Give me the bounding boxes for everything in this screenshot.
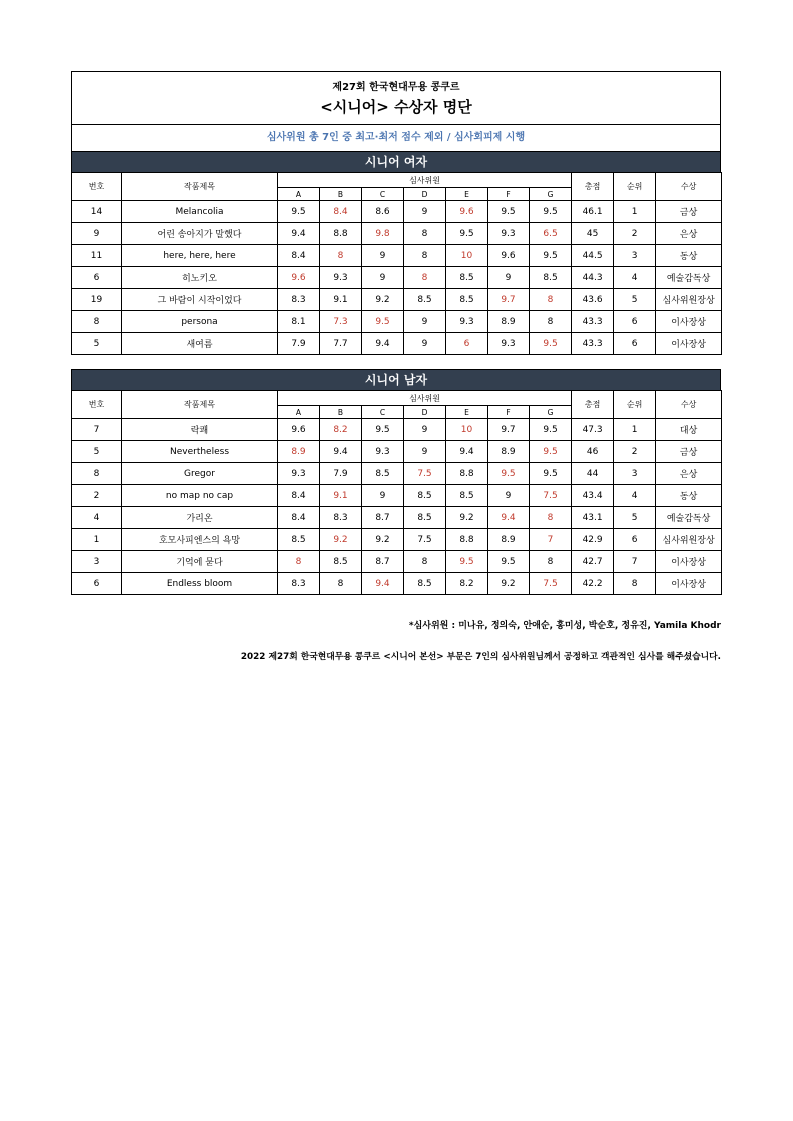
header-number: 번호 [72,391,122,419]
score-e: 8.5 [446,289,488,311]
total-score: 43.3 [572,311,614,333]
score-d: 7.5 [404,463,446,485]
judging-rule-note: 심사위원 총 7인 중 최고·최저 점수 제외 / 심사회피제 시행 [71,124,721,151]
competition-name: 제27회 한국현대무용 콩쿠르 [332,82,460,93]
score-d: 8 [404,223,446,245]
award: 은상 [656,463,722,485]
header-judge-b: B [320,406,362,419]
work-title: 그 바람이 시작이었다 [122,289,278,311]
score-g: 8.5 [530,267,572,289]
score-c: 9.5 [362,311,404,333]
award: 금상 [656,441,722,463]
table-row [72,311,722,333]
title-box [71,71,721,124]
table-row [72,441,722,463]
entry-number: 7 [72,419,122,441]
work-title: 호모사피엔스의 욕망 [122,529,278,551]
score-d: 8 [404,551,446,573]
score-a: 8.4 [278,245,320,267]
header-judge-e: E [446,406,488,419]
entry-number: 8 [72,311,122,333]
rank: 5 [614,507,656,529]
table-row [72,573,722,595]
score-f: 9 [488,267,530,289]
score-e: 8.5 [446,267,488,289]
work-title: 히노키오 [122,267,278,289]
work-title: persona [122,311,278,333]
entry-number: 3 [72,551,122,573]
score-d: 9 [404,201,446,223]
score-b: 8.8 [320,223,362,245]
rank: 1 [614,419,656,441]
entry-number: 9 [72,223,122,245]
header-work-title: 작품제목 [122,391,278,419]
score-e: 8.5 [446,485,488,507]
table-row [72,201,722,223]
rank: 7 [614,551,656,573]
score-c: 9.2 [362,289,404,311]
header-award: 수상 [656,391,722,419]
score-f: 9.3 [488,223,530,245]
work-title: here, here, here [122,245,278,267]
score-g: 9.5 [530,201,572,223]
score-d: 9 [404,311,446,333]
score-a: 8.3 [278,573,320,595]
score-g: 8 [530,311,572,333]
score-e: 9.3 [446,311,488,333]
score-b: 7.9 [320,463,362,485]
section-0 [71,151,721,355]
header-judges: 심사위원 [278,391,572,406]
score-c: 9 [362,485,404,507]
work-title: Endless bloom [122,573,278,595]
total-score: 43.1 [572,507,614,529]
score-b: 8.4 [320,201,362,223]
score-a: 9.3 [278,463,320,485]
entry-number: 8 [72,463,122,485]
entry-number: 11 [72,245,122,267]
work-title: 기억에 묻다 [122,551,278,573]
score-c: 9.5 [362,419,404,441]
score-f: 9.4 [488,507,530,529]
award: 금상 [656,201,722,223]
rank: 8 [614,573,656,595]
header-work-title: 작품제목 [122,173,278,201]
rank: 2 [614,441,656,463]
score-a: 9.6 [278,267,320,289]
score-f: 9.5 [488,463,530,485]
score-d: 8.5 [404,507,446,529]
page-title: <시니어> 수상자 명단 [320,98,472,116]
score-b: 8.2 [320,419,362,441]
score-d: 9 [404,333,446,355]
table-row [72,333,722,355]
score-f: 9.7 [488,289,530,311]
score-e: 10 [446,245,488,267]
total-score: 44.5 [572,245,614,267]
score-f: 9.7 [488,419,530,441]
header-row [72,391,722,406]
section-1 [71,369,721,595]
score-a: 9.6 [278,419,320,441]
score-f: 8.9 [488,529,530,551]
header-rank: 순위 [614,173,656,201]
rank: 6 [614,311,656,333]
score-d: 9 [404,441,446,463]
score-a: 8.5 [278,529,320,551]
score-g: 8 [530,289,572,311]
score-c: 9.4 [362,333,404,355]
score-g: 7.5 [530,485,572,507]
score-b: 8.3 [320,507,362,529]
score-a: 8.3 [278,289,320,311]
score-c: 9.2 [362,529,404,551]
total-score: 47.3 [572,419,614,441]
score-d: 8 [404,245,446,267]
header-judge-a: A [278,406,320,419]
score-b: 9.1 [320,485,362,507]
header-total: 총점 [572,173,614,201]
score-g: 7 [530,529,572,551]
award: 심사위원장상 [656,289,722,311]
entry-number: 2 [72,485,122,507]
score-e: 9.6 [446,201,488,223]
header-row [72,173,722,188]
score-e: 8.8 [446,529,488,551]
entry-number: 5 [72,333,122,355]
score-c: 9 [362,267,404,289]
score-b: 9.3 [320,267,362,289]
score-c: 9 [362,245,404,267]
score-a: 8.9 [278,441,320,463]
score-a: 9.5 [278,201,320,223]
score-e: 8.2 [446,573,488,595]
score-e: 10 [446,419,488,441]
table-row [72,463,722,485]
award: 심사위원장상 [656,529,722,551]
header-judge-c: C [362,406,404,419]
table-row [72,223,722,245]
header-judge-g: G [530,188,572,201]
score-e: 9.5 [446,223,488,245]
score-f: 9.2 [488,573,530,595]
total-score: 43.3 [572,333,614,355]
total-score: 44 [572,463,614,485]
award: 대상 [656,419,722,441]
work-title: no map no cap [122,485,278,507]
score-a: 8.4 [278,507,320,529]
score-a: 7.9 [278,333,320,355]
score-c: 9.3 [362,441,404,463]
entry-number: 6 [72,267,122,289]
entry-number: 6 [72,573,122,595]
score-c: 9.4 [362,573,404,595]
table-row [72,419,722,441]
total-score: 43.6 [572,289,614,311]
score-b: 8 [320,245,362,267]
score-d: 9 [404,419,446,441]
score-g: 9.5 [530,245,572,267]
award: 이사장상 [656,311,722,333]
score-g: 6.5 [530,223,572,245]
header-judge-e: E [446,188,488,201]
table-row [72,289,722,311]
award: 동상 [656,245,722,267]
score-c: 8.6 [362,201,404,223]
header-judges: 심사위원 [278,173,572,188]
header-total: 총점 [572,391,614,419]
score-d: 8 [404,267,446,289]
score-e: 8.8 [446,463,488,485]
rank: 1 [614,201,656,223]
rank: 3 [614,463,656,485]
rank: 6 [614,333,656,355]
score-g: 8 [530,551,572,573]
award: 예술감독상 [656,267,722,289]
award-sheet [71,71,721,662]
score-e: 9.5 [446,551,488,573]
score-c: 8.7 [362,551,404,573]
score-f: 8.9 [488,311,530,333]
total-score: 42.9 [572,529,614,551]
score-g: 9.5 [530,463,572,485]
rank: 4 [614,485,656,507]
work-title: Gregor [122,463,278,485]
rank: 2 [614,223,656,245]
score-f: 9.6 [488,245,530,267]
score-e: 9.2 [446,507,488,529]
score-b: 7.7 [320,333,362,355]
rank: 6 [614,529,656,551]
score-f: 9.5 [488,201,530,223]
results-table [71,172,722,355]
closing-note: 2022 제27회 한국현대무용 콩쿠르 <시니어 본선> 부문은 7인의 심사위원님께서 공정하고 객관적인 심사를 해주셨습니다. [240,652,721,662]
score-c: 9.8 [362,223,404,245]
judges-note: *심사위원 : 미나유, 정의숙, 안애순, 홍미성, 박순호, 정유진, Yamila Khodr [408,621,721,631]
award: 이사장상 [656,573,722,595]
table-row [72,267,722,289]
entry-number: 1 [72,529,122,551]
score-c: 8.5 [362,463,404,485]
rank: 5 [614,289,656,311]
header-judge-f: F [488,406,530,419]
table-row [72,485,722,507]
score-f: 8.9 [488,441,530,463]
total-score: 44.3 [572,267,614,289]
work-title: 가리온 [122,507,278,529]
score-b: 7.3 [320,311,362,333]
total-score: 42.2 [572,573,614,595]
entry-number: 19 [72,289,122,311]
work-title: 새여름 [122,333,278,355]
entry-number: 14 [72,201,122,223]
score-d: 8.5 [404,573,446,595]
header-rank: 순위 [614,391,656,419]
score-a: 8.4 [278,485,320,507]
header-judge-d: D [404,188,446,201]
score-f: 9.3 [488,333,530,355]
score-b: 9.4 [320,441,362,463]
award: 이사장상 [656,551,722,573]
total-score: 45 [572,223,614,245]
score-g: 9.5 [530,333,572,355]
rank: 4 [614,267,656,289]
score-d: 8.5 [404,289,446,311]
results-tables [71,151,721,595]
work-title: Melancolia [122,201,278,223]
section-title: 시니어 남자 [71,369,721,390]
score-b: 9.1 [320,289,362,311]
score-f: 9.5 [488,551,530,573]
score-a: 9.4 [278,223,320,245]
score-g: 9.5 [530,441,572,463]
header-award: 수상 [656,173,722,201]
rank: 3 [614,245,656,267]
total-score: 46.1 [572,201,614,223]
section-title: 시니어 여자 [71,151,721,172]
score-b: 8 [320,573,362,595]
score-c: 8.7 [362,507,404,529]
award: 이사장상 [656,333,722,355]
score-b: 8.5 [320,551,362,573]
award: 예술감독상 [656,507,722,529]
header-judge-g: G [530,406,572,419]
entry-number: 4 [72,507,122,529]
results-table [71,390,722,595]
table-row [72,529,722,551]
work-title: 어린 송아지가 말했다 [122,223,278,245]
score-f: 9 [488,485,530,507]
work-title: Nevertheless [122,441,278,463]
score-g: 8 [530,507,572,529]
work-title: 락쾌 [122,419,278,441]
score-d: 8.5 [404,485,446,507]
header-judge-f: F [488,188,530,201]
header-judge-a: A [278,188,320,201]
entry-number: 5 [72,441,122,463]
award: 동상 [656,485,722,507]
total-score: 43.4 [572,485,614,507]
award: 은상 [656,223,722,245]
header-judge-c: C [362,188,404,201]
score-b: 9.2 [320,529,362,551]
header-judge-b: B [320,188,362,201]
table-row [72,551,722,573]
score-g: 7.5 [530,573,572,595]
header-judge-d: D [404,406,446,419]
score-d: 7.5 [404,529,446,551]
score-e: 6 [446,333,488,355]
header-number: 번호 [72,173,122,201]
total-score: 42.7 [572,551,614,573]
table-row [72,507,722,529]
score-a: 8.1 [278,311,320,333]
score-g: 9.5 [530,419,572,441]
score-e: 9.4 [446,441,488,463]
score-a: 8 [278,551,320,573]
total-score: 46 [572,441,614,463]
table-row [72,245,722,267]
